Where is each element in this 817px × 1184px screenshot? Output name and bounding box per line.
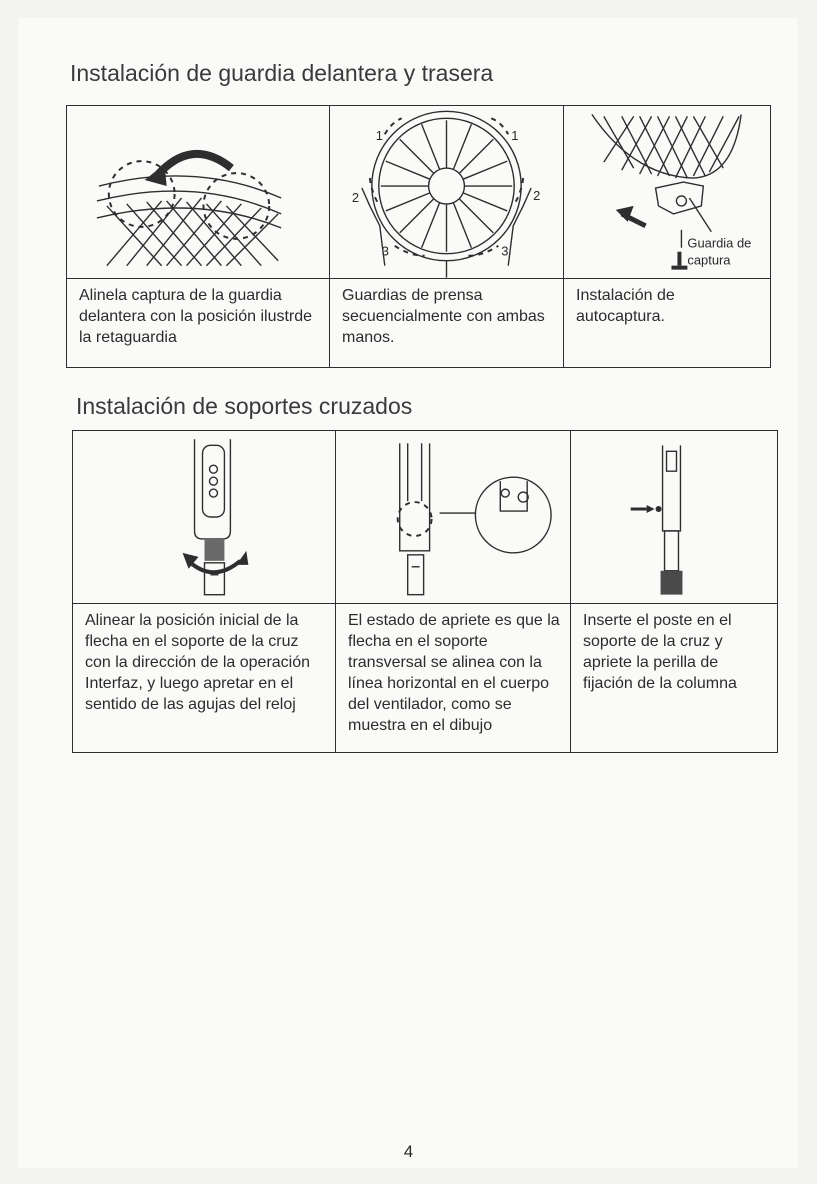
step-text-cell — [564, 279, 771, 368]
step-text-cell — [67, 279, 330, 368]
section1-heading: Instalación de guardia delantera y trasera — [70, 60, 494, 86]
figure-press-guards — [330, 106, 564, 279]
figure-tightened-state — [336, 431, 571, 604]
cross-support-align-illustration — [73, 431, 335, 603]
insert-post-illustration — [571, 431, 777, 603]
press-order-label: 1 — [375, 128, 384, 144]
step-text-cell — [73, 604, 336, 753]
guard-align-illustration — [67, 106, 329, 278]
press-order-label: 2 — [533, 187, 541, 203]
section2-heading: Instalación de soportes cruzados — [76, 393, 413, 419]
figure-align-cross-support — [73, 431, 336, 604]
tightened-state-illustration — [336, 431, 570, 603]
figure-auto-catch — [564, 106, 771, 279]
step-text: Guardias de prensa secuencialmente con ambas manos. — [342, 287, 545, 346]
step-text: Alinear la posición inicial de la flecha en el soporte de la cruz con la dirección de la operación Interfaz, y luego apretar en el sentido de las agujas del reloj — [85, 612, 311, 713]
press-order-label: 3 — [381, 243, 389, 259]
figure-align-guard — [67, 106, 330, 279]
figure-insert-post — [571, 431, 778, 604]
step-text-cell — [330, 279, 564, 368]
press-guards-illustration — [330, 106, 563, 278]
step-text-cell — [336, 604, 571, 753]
step-text-cell — [571, 604, 778, 753]
guard-install-table — [66, 105, 771, 368]
step-text: El estado de apriete es que la flecha en el soporte transversal se alinea con la línea horizontal en el cuerpo del ventilador, como se muestra en el dibujo — [348, 612, 560, 734]
press-order-label: 3 — [501, 243, 509, 259]
step-text: Inserte el poste en el soporte de la cruz y apriete la perilla de fijación de la columna — [583, 612, 737, 692]
press-order-label: 1 — [511, 128, 519, 144]
step-text: Alinela captura de la guardia delantera con la posición ilustrde la retaguardia — [79, 287, 313, 346]
callout-label-line1: Guardia de — [687, 235, 752, 251]
page-number: 4 — [403, 1142, 414, 1161]
cross-support-table — [72, 430, 778, 753]
auto-catch-illustration — [564, 106, 770, 278]
callout-label-line2: captura — [687, 252, 731, 268]
step-text: Instalación de autocaptura. — [576, 287, 675, 325]
press-order-label: 2 — [351, 189, 360, 205]
